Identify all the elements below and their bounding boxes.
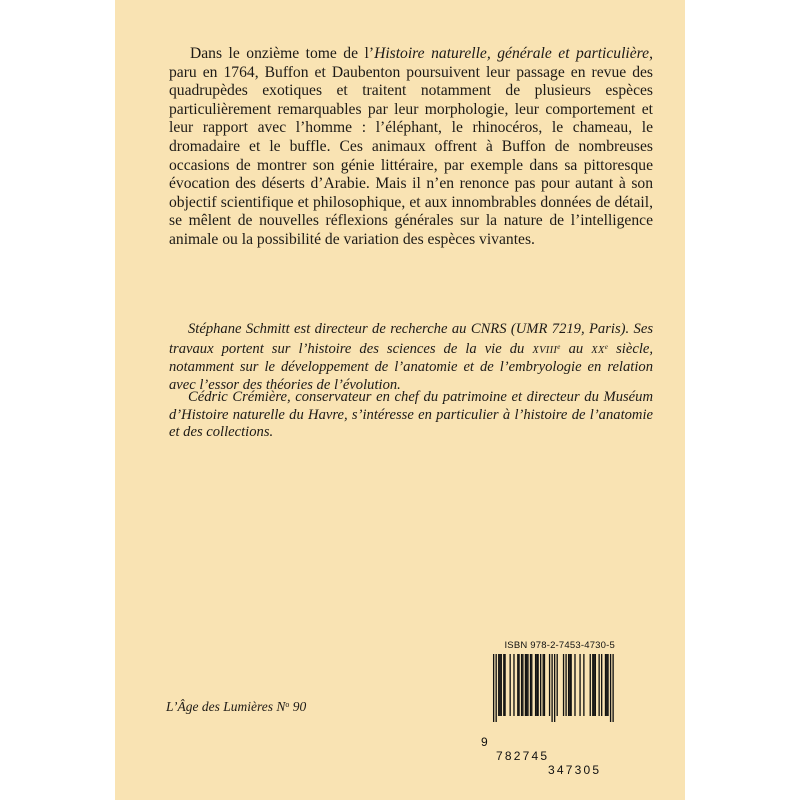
series-number: 90	[289, 699, 307, 714]
barcode-bar	[610, 654, 611, 722]
barcode-bar	[517, 654, 518, 716]
barcode-bar	[536, 654, 537, 716]
barcode-bar	[504, 654, 505, 716]
barcode-bar	[537, 654, 538, 716]
barcode-bar	[568, 654, 569, 716]
ean-first-digit: 9	[481, 735, 488, 749]
barcode-bar	[590, 654, 591, 716]
barcode-bars	[479, 654, 615, 722]
barcode-bar	[531, 654, 532, 716]
barcode-bar	[565, 654, 566, 716]
barcode-bar	[606, 654, 607, 716]
blurb-text-start: Dans le onzième tome de l’	[190, 45, 375, 62]
bio1-text-a: Stéphane Schmitt est directeur de recherche au CNRS (UMR 7219, Paris). Ses travaux portent sur l’histoire des sciences de la vie du	[169, 321, 653, 357]
ean-digits	[479, 721, 615, 791]
barcode-bar	[530, 654, 531, 716]
barcode-bar	[510, 654, 511, 716]
barcode-bar	[554, 654, 555, 722]
back-cover	[115, 0, 685, 800]
barcode-bar	[540, 654, 541, 716]
barcode-bar	[583, 654, 584, 716]
barcode-bar	[521, 654, 522, 716]
barcode-bar	[498, 654, 499, 716]
barcode-bar	[551, 654, 552, 722]
barcode-bar	[503, 654, 504, 716]
barcode-bar	[513, 654, 514, 716]
century-18-numeral: XVIII	[532, 344, 558, 356]
barcode-bar	[527, 654, 528, 716]
barcode-bar	[601, 654, 602, 716]
barcode-bar	[557, 654, 558, 716]
barcode-bar	[593, 654, 594, 716]
barcode-bar	[543, 654, 544, 716]
century-20-numeral: XX	[591, 344, 605, 356]
barcode-bar	[526, 654, 527, 716]
barcode-bar	[598, 654, 599, 716]
series-name: L’Âge des Lumières N	[166, 699, 286, 714]
series-label	[166, 699, 306, 715]
barcode-bar	[612, 654, 613, 722]
bio1-text-b: au	[560, 340, 592, 357]
barcode-bar	[569, 654, 570, 716]
barcode-bar	[571, 654, 572, 716]
author-bio-schmitt	[169, 321, 653, 394]
barcode-bar	[607, 654, 608, 716]
isbn-label: ISBN 978-2-7453-4730-5	[504, 640, 615, 651]
century-20-sup: e	[604, 342, 609, 351]
barcode-bar	[499, 654, 500, 716]
blurb-text-rest: , paru en 1764, Buffon et Daubenton poursuivent leur passage en revue des quadrupèdes exotiques et traitent notamment de plusieurs espèces particulièrement remarquables par leur morphologie, leur comportement et leur rapport avec l’homme : l’éléphant, le rhinocéros, le chameau, le dromadaire et le buffle. Ces animaux offrent à Buffon de nombreuses occasions de montrer son génie littéraire, par exemple dans sa pittoresque évocation des déserts d’Arabie. Mais il n’en renonce pas pour autant à son objectif scientifique et philosophique, et aux innombrables données de détail, se mêlent de nouvelles réflexions générales sur la nature de l’intelligence animale ou la possibilité de variation des espèces vivantes.	[169, 45, 653, 248]
author-bio-cremiere: Cédric Crémière, conservateur en chef du patrimoine et directeur du Muséum d’Histoire naturelle du Havre, s’intéresse en particulier à l’histoire de l’anatomie et des collections.	[169, 389, 653, 440]
barcode-bar	[579, 654, 580, 716]
century-20	[591, 342, 609, 356]
barcode-bar	[496, 654, 497, 722]
barcode-bar	[535, 654, 536, 716]
ean-right-digits: 347305	[548, 763, 602, 777]
barcode-bar	[563, 654, 564, 716]
barcode-bar	[522, 654, 523, 716]
century-18	[532, 342, 561, 356]
barcode-bar	[592, 654, 593, 716]
book-title-italic: Histoire naturelle, générale et particulière	[374, 45, 650, 62]
barcode-bar	[595, 654, 596, 716]
barcode-bar	[605, 654, 606, 716]
barcode-bar	[501, 654, 502, 716]
barcode-bar	[574, 654, 575, 716]
series-number-sign: o	[285, 700, 290, 709]
barcode-bar	[493, 654, 494, 722]
blurb-paragraph	[169, 45, 653, 250]
barcode-bar	[525, 654, 526, 716]
century-18-sup: e	[557, 342, 561, 351]
ean-left-digits: 782745	[496, 749, 550, 763]
isbn-barcode	[479, 640, 615, 777]
barcode-bar	[518, 654, 519, 716]
barcode-bar	[544, 654, 545, 716]
barcode-bar	[549, 654, 550, 716]
bio1-text-c: siècle, notamment sur le développement de l’anatomie et de l’embryologie en relation avec l’essor des théories de l’évolution.	[169, 340, 653, 393]
